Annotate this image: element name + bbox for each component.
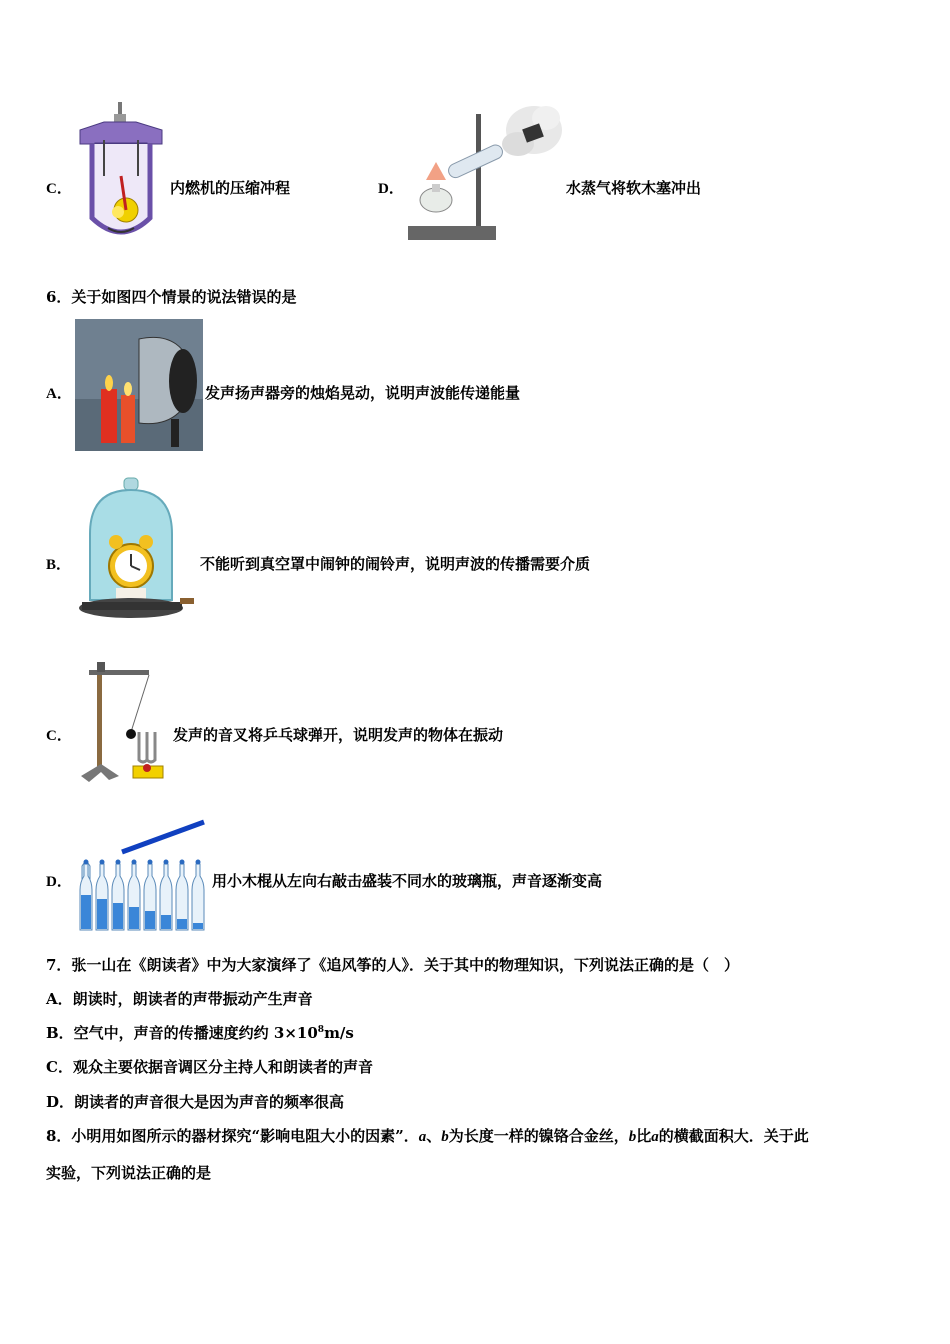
- option-text-6b: 不能听到真空罩中闹钟的闹铃声，说明声波的传播需要介质: [200, 555, 591, 573]
- option-text-6a: 发声扬声器旁的烛焰晃动，说明声波能传递能量: [205, 384, 521, 402]
- bottle-cap: [84, 860, 89, 865]
- q8-text-3: 的横截面积大．关于此: [658, 1127, 809, 1145]
- bottle-water: [129, 907, 139, 929]
- question-7-option-a: A．朗读时，朗读者的声带振动产生声音: [46, 990, 313, 1008]
- question-7-option-b: [46, 1022, 354, 1043]
- question-7-option-c: C．观众主要依据音调区分主持人和朗读者的声音: [46, 1058, 373, 1076]
- bottle-water: [161, 915, 171, 929]
- bottle: [192, 864, 204, 930]
- glass-bottles-image[interactable]: [76, 818, 210, 936]
- option-text-6d: 用小木棍从左向右敲击盛装不同水的玻璃瓶，声音逐渐变高: [212, 872, 603, 890]
- bottle-water: [177, 919, 187, 929]
- option-b-text: B．空气中，声音的传播速度约约 3×10: [46, 1024, 318, 1042]
- question-8-stem: [46, 1125, 809, 1146]
- option-b-unit: m/s: [324, 1024, 354, 1042]
- option-label-6d: D．: [46, 874, 72, 890]
- bottle-cap: [100, 860, 105, 865]
- option-text-5c: 内燃机的压缩冲程: [170, 179, 291, 197]
- option-b-exponent: 8: [317, 1025, 325, 1035]
- q8-sep: 、: [426, 1127, 442, 1145]
- q8-var-a: a: [418, 1129, 427, 1145]
- bottle-water: [97, 899, 107, 929]
- q8-text-1: 8．小明用如图所示的器材探究“影响电阻大小的因素”．: [46, 1127, 419, 1145]
- bottle-cap: [196, 860, 201, 865]
- tuning-fork-pingpong-image: [75, 660, 171, 784]
- question-8-stem-line2: 实验，下列说法正确的是: [46, 1164, 212, 1182]
- bottle-water: [81, 895, 91, 929]
- bottle-water: [113, 903, 123, 929]
- option-label-5d: D．: [378, 181, 404, 197]
- bottle-cap: [148, 860, 153, 865]
- q8-text-2: 为长度一样的镍铬合金丝，: [448, 1127, 629, 1145]
- candle-speaker-image: [75, 319, 203, 451]
- bottle-cap: [116, 860, 121, 865]
- steam-cork-image: [406, 100, 564, 248]
- bell-jar-alarm-image: [76, 474, 198, 630]
- option-text-6c: 发声的音叉将乒乓球弹开，说明发声的物体在振动: [173, 726, 504, 744]
- q8-var-a2: a: [651, 1129, 659, 1145]
- bottle-cap: [164, 860, 169, 865]
- question-7-stem: 7．张一山在《朗读者》中为大家演绎了《追风筝的人》．关于其中的物理知识，下列说法正确的是（ ）: [46, 956, 739, 974]
- question-6-stem: 6．关于如图四个情景的说法错误的是: [46, 288, 297, 306]
- bottle-water: [193, 923, 203, 929]
- bottle-water: [145, 911, 155, 929]
- option-label-6a: A．: [46, 386, 72, 402]
- question-7-option-d: D．朗读者的声音很大是因为声音的频率很高: [46, 1093, 345, 1111]
- option-text-5d: 水蒸气将软木塞冲出: [566, 179, 702, 197]
- q8-var-b2: b: [628, 1129, 637, 1145]
- q8-cmp: 比: [636, 1127, 652, 1145]
- bottle-cap: [180, 860, 185, 865]
- option-label-5c: C．: [46, 181, 72, 197]
- bottle-cap: [132, 860, 137, 865]
- q8-var-b: b: [441, 1129, 449, 1145]
- engine-compression-image: [74, 100, 168, 248]
- option-label-6c: C．: [46, 728, 72, 744]
- option-label-6b: B．: [46, 557, 72, 573]
